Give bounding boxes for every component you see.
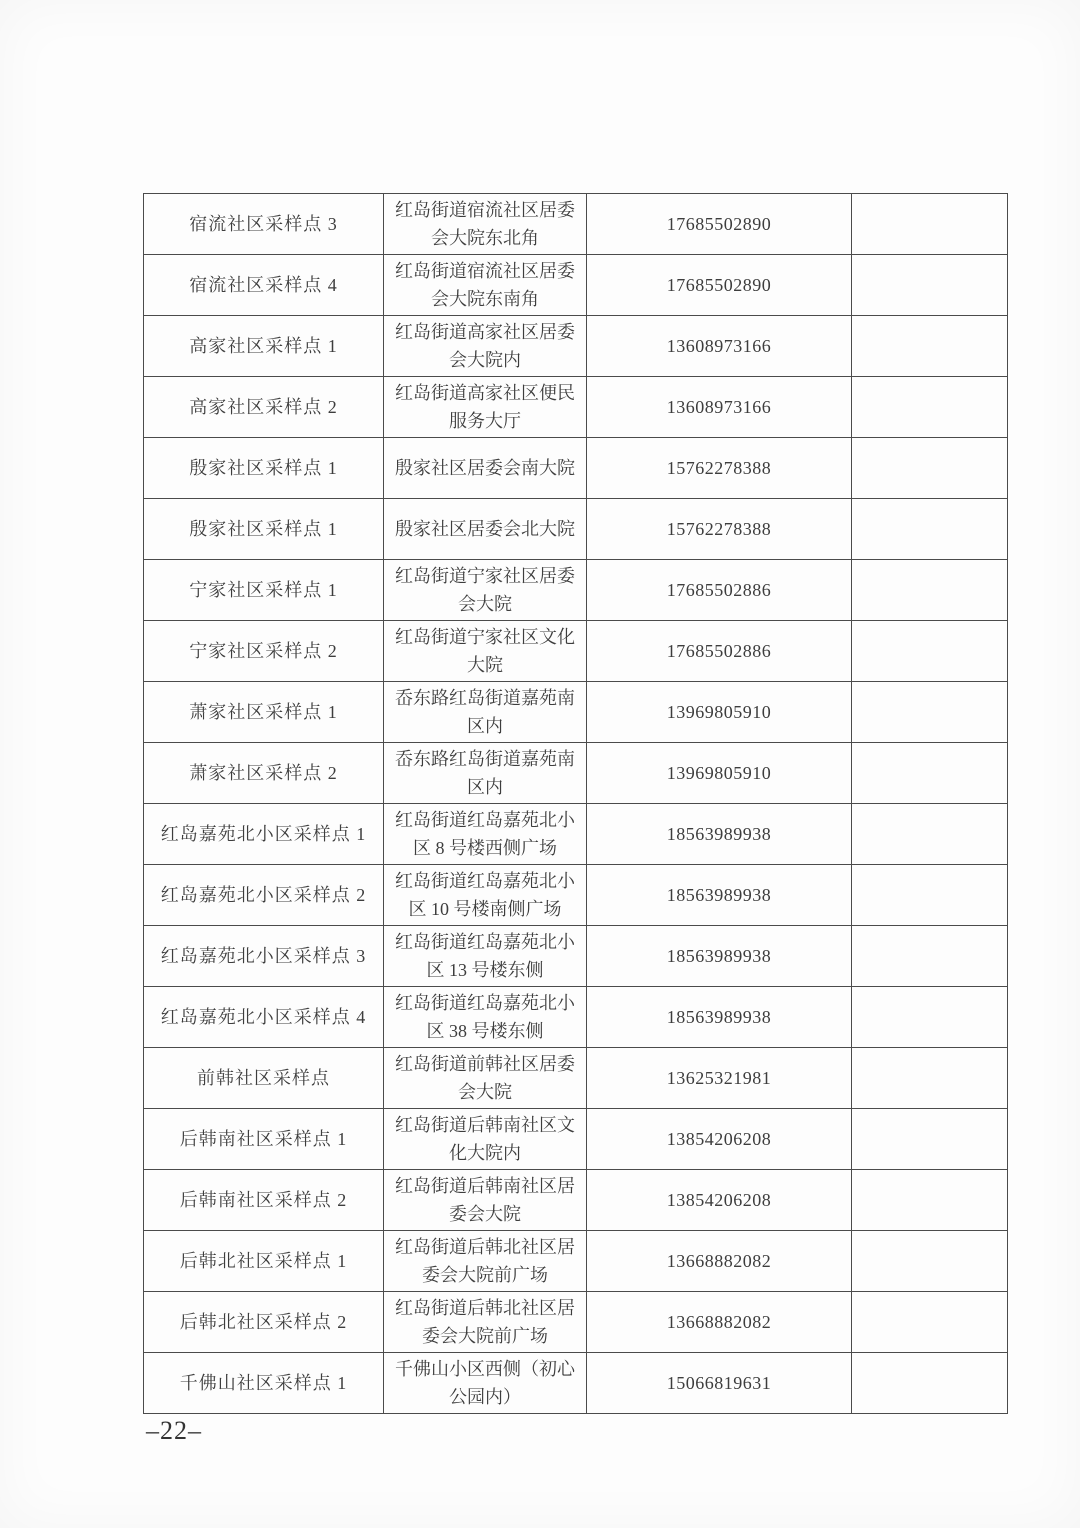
- table-row: [144, 499, 1008, 560]
- site-phone-cell: 17685502886: [587, 560, 852, 621]
- table-row: [144, 682, 1008, 743]
- site-note-cell: [852, 682, 1008, 743]
- table-row: [144, 1353, 1008, 1414]
- site-note-cell: [852, 438, 1008, 499]
- site-address-cell: 红岛街道红岛嘉苑北小区 13 号楼东侧: [384, 926, 587, 987]
- site-name-cell: 宁家社区采样点 2: [144, 621, 384, 682]
- table-row: [144, 926, 1008, 987]
- site-name-cell: 红岛嘉苑北小区采样点 4: [144, 987, 384, 1048]
- site-address-cell: 殷家社区居委会北大院: [384, 499, 587, 560]
- site-phone-cell: 17685502890: [587, 255, 852, 316]
- table-row: [144, 1109, 1008, 1170]
- site-note-cell: [852, 865, 1008, 926]
- site-phone-cell: 15762278388: [587, 438, 852, 499]
- site-address-cell: 千佛山小区西侧（初心公园内）: [384, 1353, 587, 1414]
- site-address-cell: 红岛街道后韩北社区居委会大院前广场: [384, 1292, 587, 1353]
- site-phone-cell: 18563989938: [587, 865, 852, 926]
- site-name-cell: 萧家社区采样点 1: [144, 682, 384, 743]
- site-note-cell: [852, 621, 1008, 682]
- site-name-cell: 红岛嘉苑北小区采样点 2: [144, 865, 384, 926]
- site-name-cell: 宿流社区采样点 3: [144, 194, 384, 255]
- site-phone-cell: 18563989938: [587, 926, 852, 987]
- site-note-cell: [852, 255, 1008, 316]
- site-address-cell: 殷家社区居委会南大院: [384, 438, 587, 499]
- site-note-cell: [852, 1353, 1008, 1414]
- sampling-points-table-body: [144, 194, 1008, 1414]
- site-address-cell: 红岛街道红岛嘉苑北小区 10 号楼南侧广场: [384, 865, 587, 926]
- site-phone-cell: 13608973166: [587, 377, 852, 438]
- site-phone-cell: 15066819631: [587, 1353, 852, 1414]
- site-address-cell: 红岛街道宁家社区居委会大院: [384, 560, 587, 621]
- table-row: [144, 194, 1008, 255]
- site-note-cell: [852, 743, 1008, 804]
- table-row: [144, 743, 1008, 804]
- site-note-cell: [852, 1109, 1008, 1170]
- page-number: –22–: [146, 1416, 202, 1445]
- site-phone-cell: 13668882082: [587, 1231, 852, 1292]
- table-row: [144, 1048, 1008, 1109]
- table-row: [144, 377, 1008, 438]
- site-name-cell: 红岛嘉苑北小区采样点 1: [144, 804, 384, 865]
- site-note-cell: [852, 1231, 1008, 1292]
- site-name-cell: 殷家社区采样点 1: [144, 499, 384, 560]
- site-name-cell: 后韩南社区采样点 1: [144, 1109, 384, 1170]
- site-name-cell: 萧家社区采样点 2: [144, 743, 384, 804]
- sampling-points-table: [143, 193, 1008, 1414]
- site-address-cell: 红岛街道后韩南社区文化大院内: [384, 1109, 587, 1170]
- site-name-cell: 高家社区采样点 2: [144, 377, 384, 438]
- site-name-cell: 殷家社区采样点 1: [144, 438, 384, 499]
- table-row: [144, 316, 1008, 377]
- site-address-cell: 红岛街道宿流社区居委会大院东北角: [384, 194, 587, 255]
- table-row: [144, 560, 1008, 621]
- site-note-cell: [852, 1048, 1008, 1109]
- site-phone-cell: 18563989938: [587, 987, 852, 1048]
- table-row: [144, 865, 1008, 926]
- site-phone-cell: 13608973166: [587, 316, 852, 377]
- site-address-cell: 红岛街道后韩南社区居委会大院: [384, 1170, 587, 1231]
- site-address-cell: 红岛街道宿流社区居委会大院东南角: [384, 255, 587, 316]
- site-name-cell: 后韩北社区采样点 1: [144, 1231, 384, 1292]
- table-row: [144, 621, 1008, 682]
- site-note-cell: [852, 316, 1008, 377]
- site-name-cell: 高家社区采样点 1: [144, 316, 384, 377]
- site-note-cell: [852, 499, 1008, 560]
- table-row: [144, 1170, 1008, 1231]
- site-name-cell: 宁家社区采样点 1: [144, 560, 384, 621]
- site-name-cell: 红岛嘉苑北小区采样点 3: [144, 926, 384, 987]
- site-phone-cell: 13854206208: [587, 1170, 852, 1231]
- table-row: [144, 804, 1008, 865]
- site-phone-cell: 18563989938: [587, 804, 852, 865]
- site-note-cell: [852, 1292, 1008, 1353]
- site-phone-cell: 13668882082: [587, 1292, 852, 1353]
- site-note-cell: [852, 377, 1008, 438]
- table-row: [144, 1292, 1008, 1353]
- site-name-cell: 千佛山社区采样点 1: [144, 1353, 384, 1414]
- site-name-cell: 宿流社区采样点 4: [144, 255, 384, 316]
- site-address-cell: 岙东路红岛街道嘉苑南区内: [384, 743, 587, 804]
- site-note-cell: [852, 804, 1008, 865]
- site-phone-cell: 13969805910: [587, 682, 852, 743]
- site-address-cell: 红岛街道红岛嘉苑北小区 38 号楼东侧: [384, 987, 587, 1048]
- site-address-cell: 红岛街道宁家社区文化大院: [384, 621, 587, 682]
- site-note-cell: [852, 987, 1008, 1048]
- site-note-cell: [852, 1170, 1008, 1231]
- site-phone-cell: 17685502890: [587, 194, 852, 255]
- site-phone-cell: 13969805910: [587, 743, 852, 804]
- site-name-cell: 前韩社区采样点: [144, 1048, 384, 1109]
- site-phone-cell: 17685502886: [587, 621, 852, 682]
- site-address-cell: 红岛街道高家社区居委会大院内: [384, 316, 587, 377]
- site-address-cell: 红岛街道红岛嘉苑北小区 8 号楼西侧广场: [384, 804, 587, 865]
- site-name-cell: 后韩北社区采样点 2: [144, 1292, 384, 1353]
- table-row: [144, 438, 1008, 499]
- site-note-cell: [852, 560, 1008, 621]
- site-address-cell: 红岛街道后韩北社区居委会大院前广场: [384, 1231, 587, 1292]
- table-row: [144, 1231, 1008, 1292]
- site-phone-cell: 13854206208: [587, 1109, 852, 1170]
- site-phone-cell: 13625321981: [587, 1048, 852, 1109]
- site-note-cell: [852, 194, 1008, 255]
- site-address-cell: 岙东路红岛街道嘉苑南区内: [384, 682, 587, 743]
- table-row: [144, 255, 1008, 316]
- table-row: [144, 987, 1008, 1048]
- site-note-cell: [852, 926, 1008, 987]
- site-address-cell: 红岛街道前韩社区居委会大院: [384, 1048, 587, 1109]
- site-address-cell: 红岛街道高家社区便民服务大厅: [384, 377, 587, 438]
- site-phone-cell: 15762278388: [587, 499, 852, 560]
- site-name-cell: 后韩南社区采样点 2: [144, 1170, 384, 1231]
